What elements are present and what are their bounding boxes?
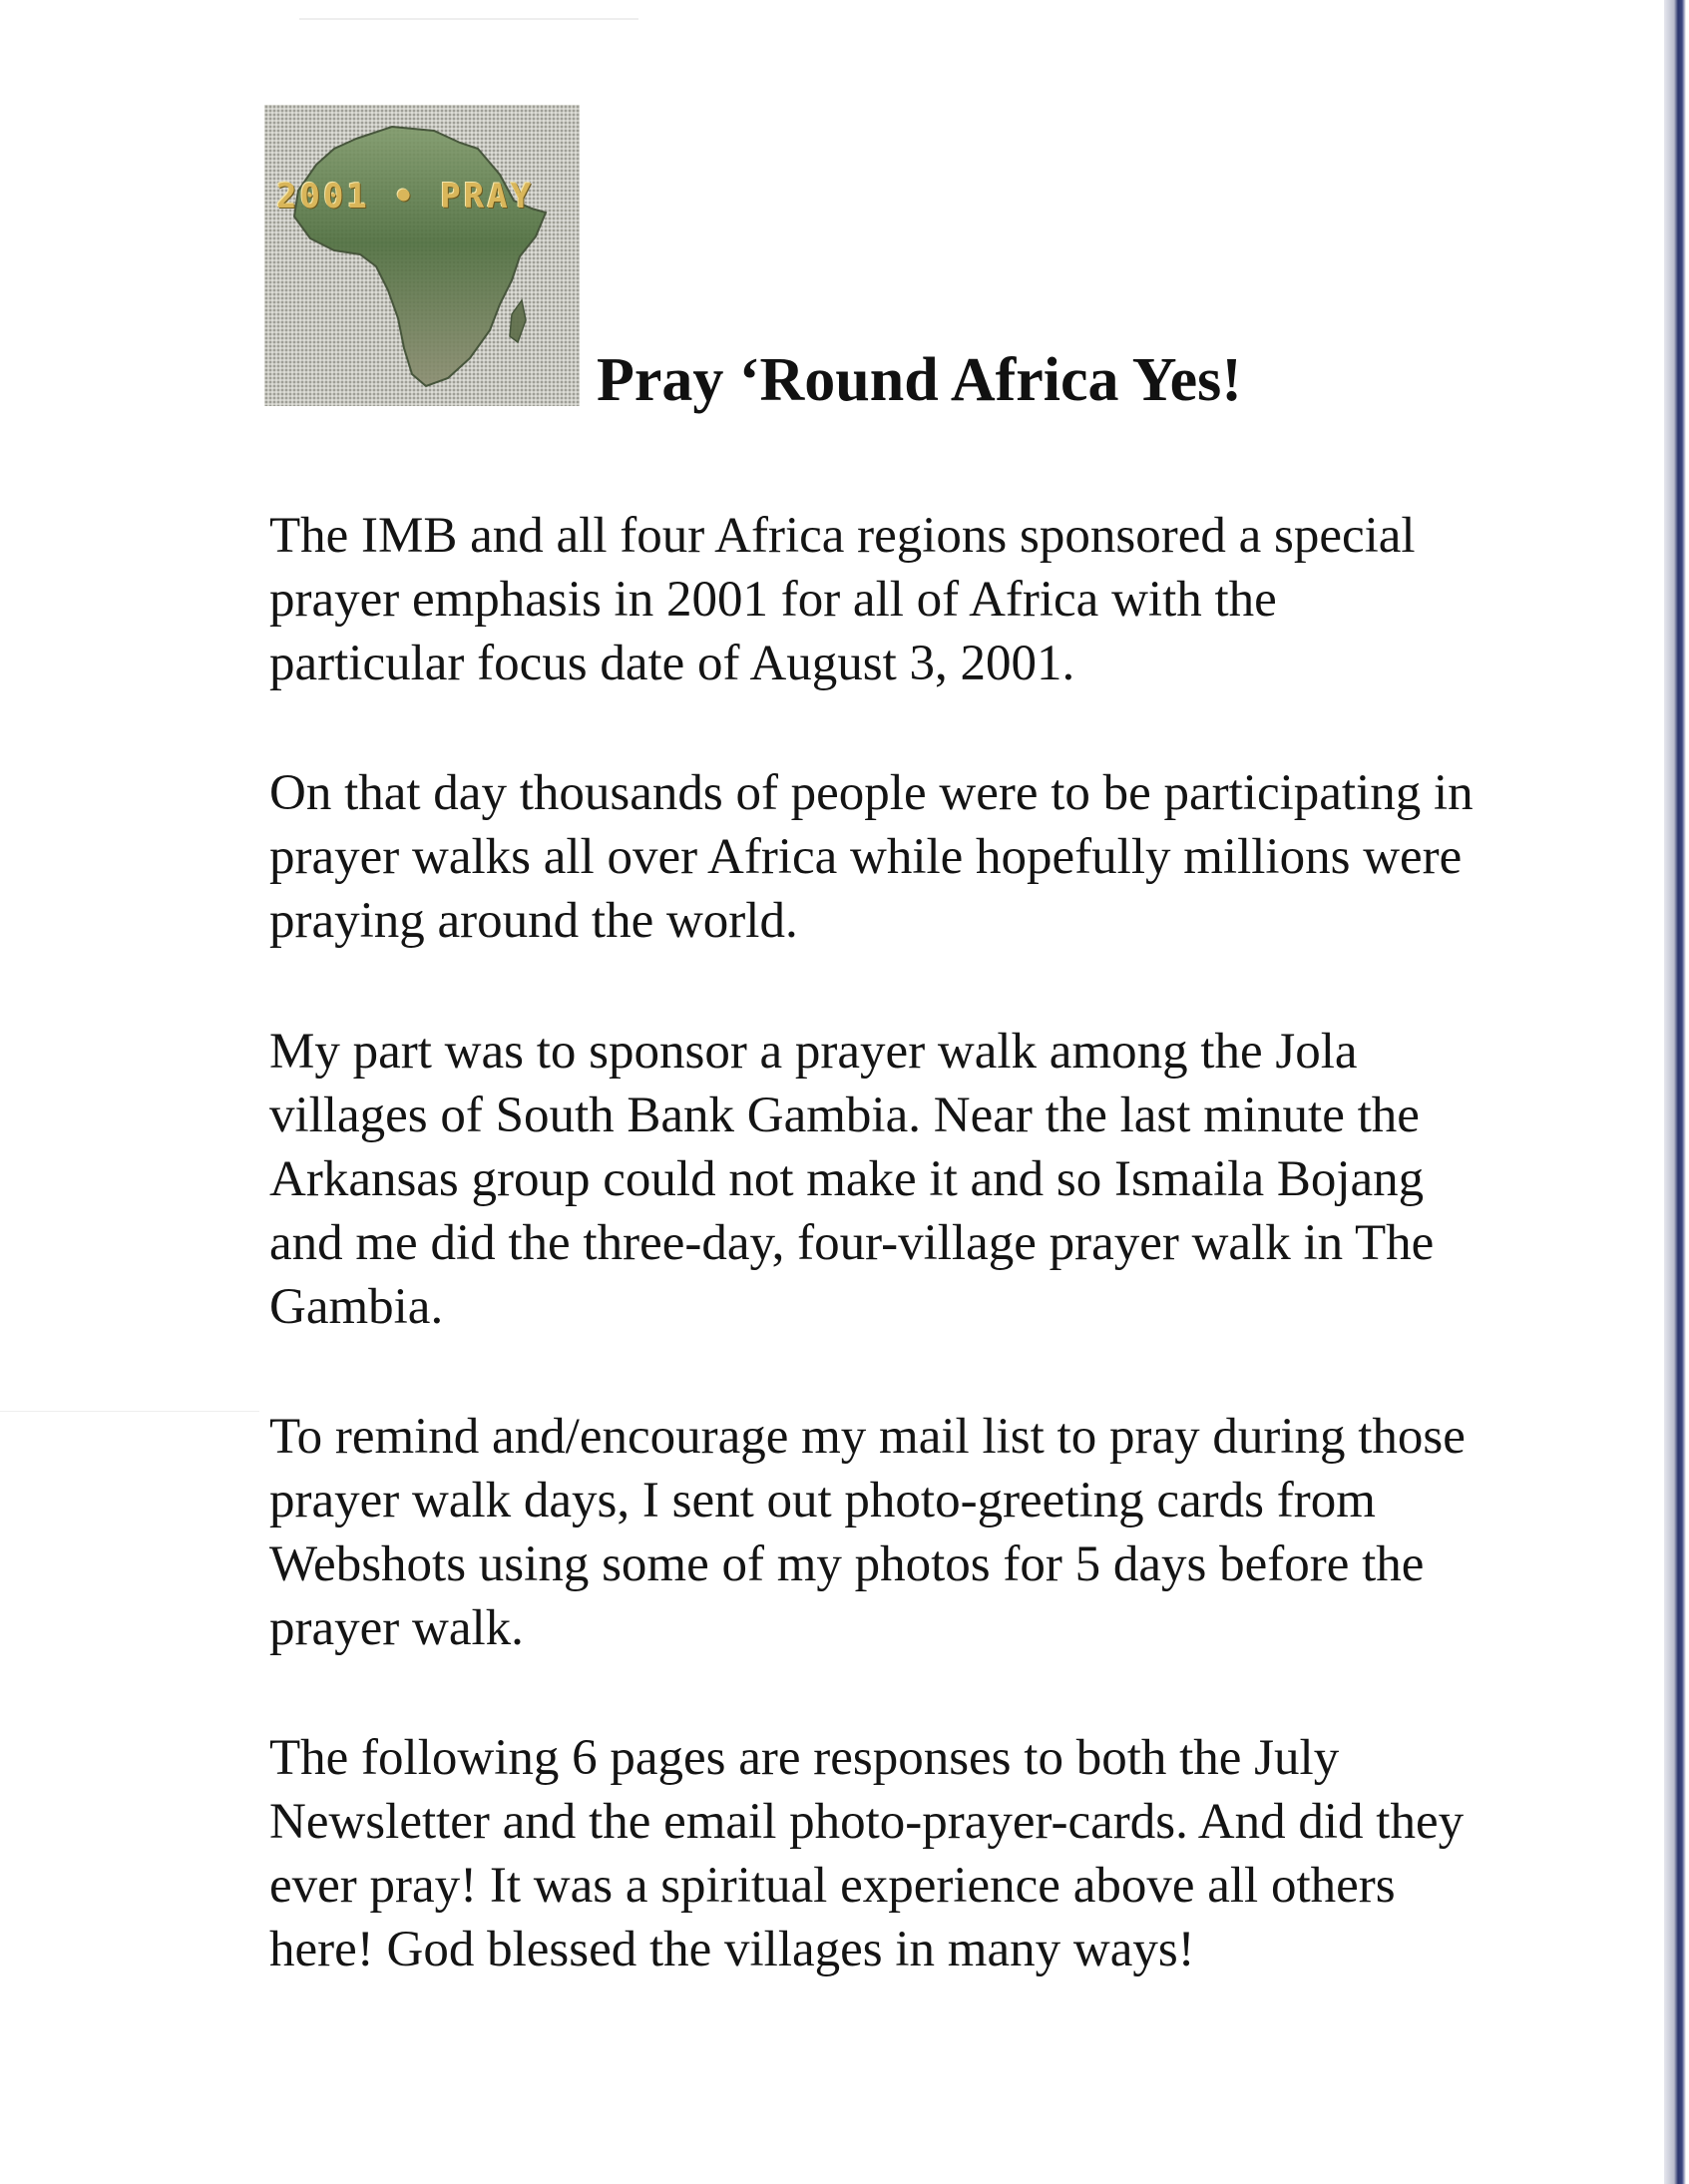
paragraph-2: On that day thousands of people were to be participating in prayer walks all over Africa while hopefully millions were praying around the world. — [269, 765, 1474, 949]
logo-text: 2001 • PRAY — [276, 177, 535, 217]
page-edge-shadow — [1664, 0, 1689, 2184]
scan-artifact-line — [0, 1411, 259, 1412]
scan-artifact-line — [299, 18, 638, 20]
paragraph-1: The IMB and all four Africa regions sponsored a special prayer emphasis in 2001 for all of Africa with the particular focus date of August 3, 2001. — [269, 508, 1416, 691]
paragraph-3: My part was to sponsor a prayer walk among the Jola villages of South Bank Gambia. Near the last minute the Arkansas group could not make it and so Ismaila Bojang and me did the three-day, four-village prayer walk in The Gambia. — [269, 1024, 1435, 1335]
page-title: Pray ‘Round Africa Yes! — [597, 346, 1242, 414]
africa-map-icon — [264, 105, 580, 406]
paragraph-5: The following 6 pages are responses to both the July Newsletter and the email photo-prayer-cards. And did they ever pray! It was a spiritual experience above all others here! God blessed the villages in many ways! — [269, 1730, 1465, 1977]
prayer-logo — [264, 105, 580, 406]
paragraph-4: To remind and/encourage my mail list to pray during those prayer walk days, I sent out photo-greeting cards from Webshots using some of my photos for 5 days before the prayer walk. — [269, 1409, 1466, 1656]
